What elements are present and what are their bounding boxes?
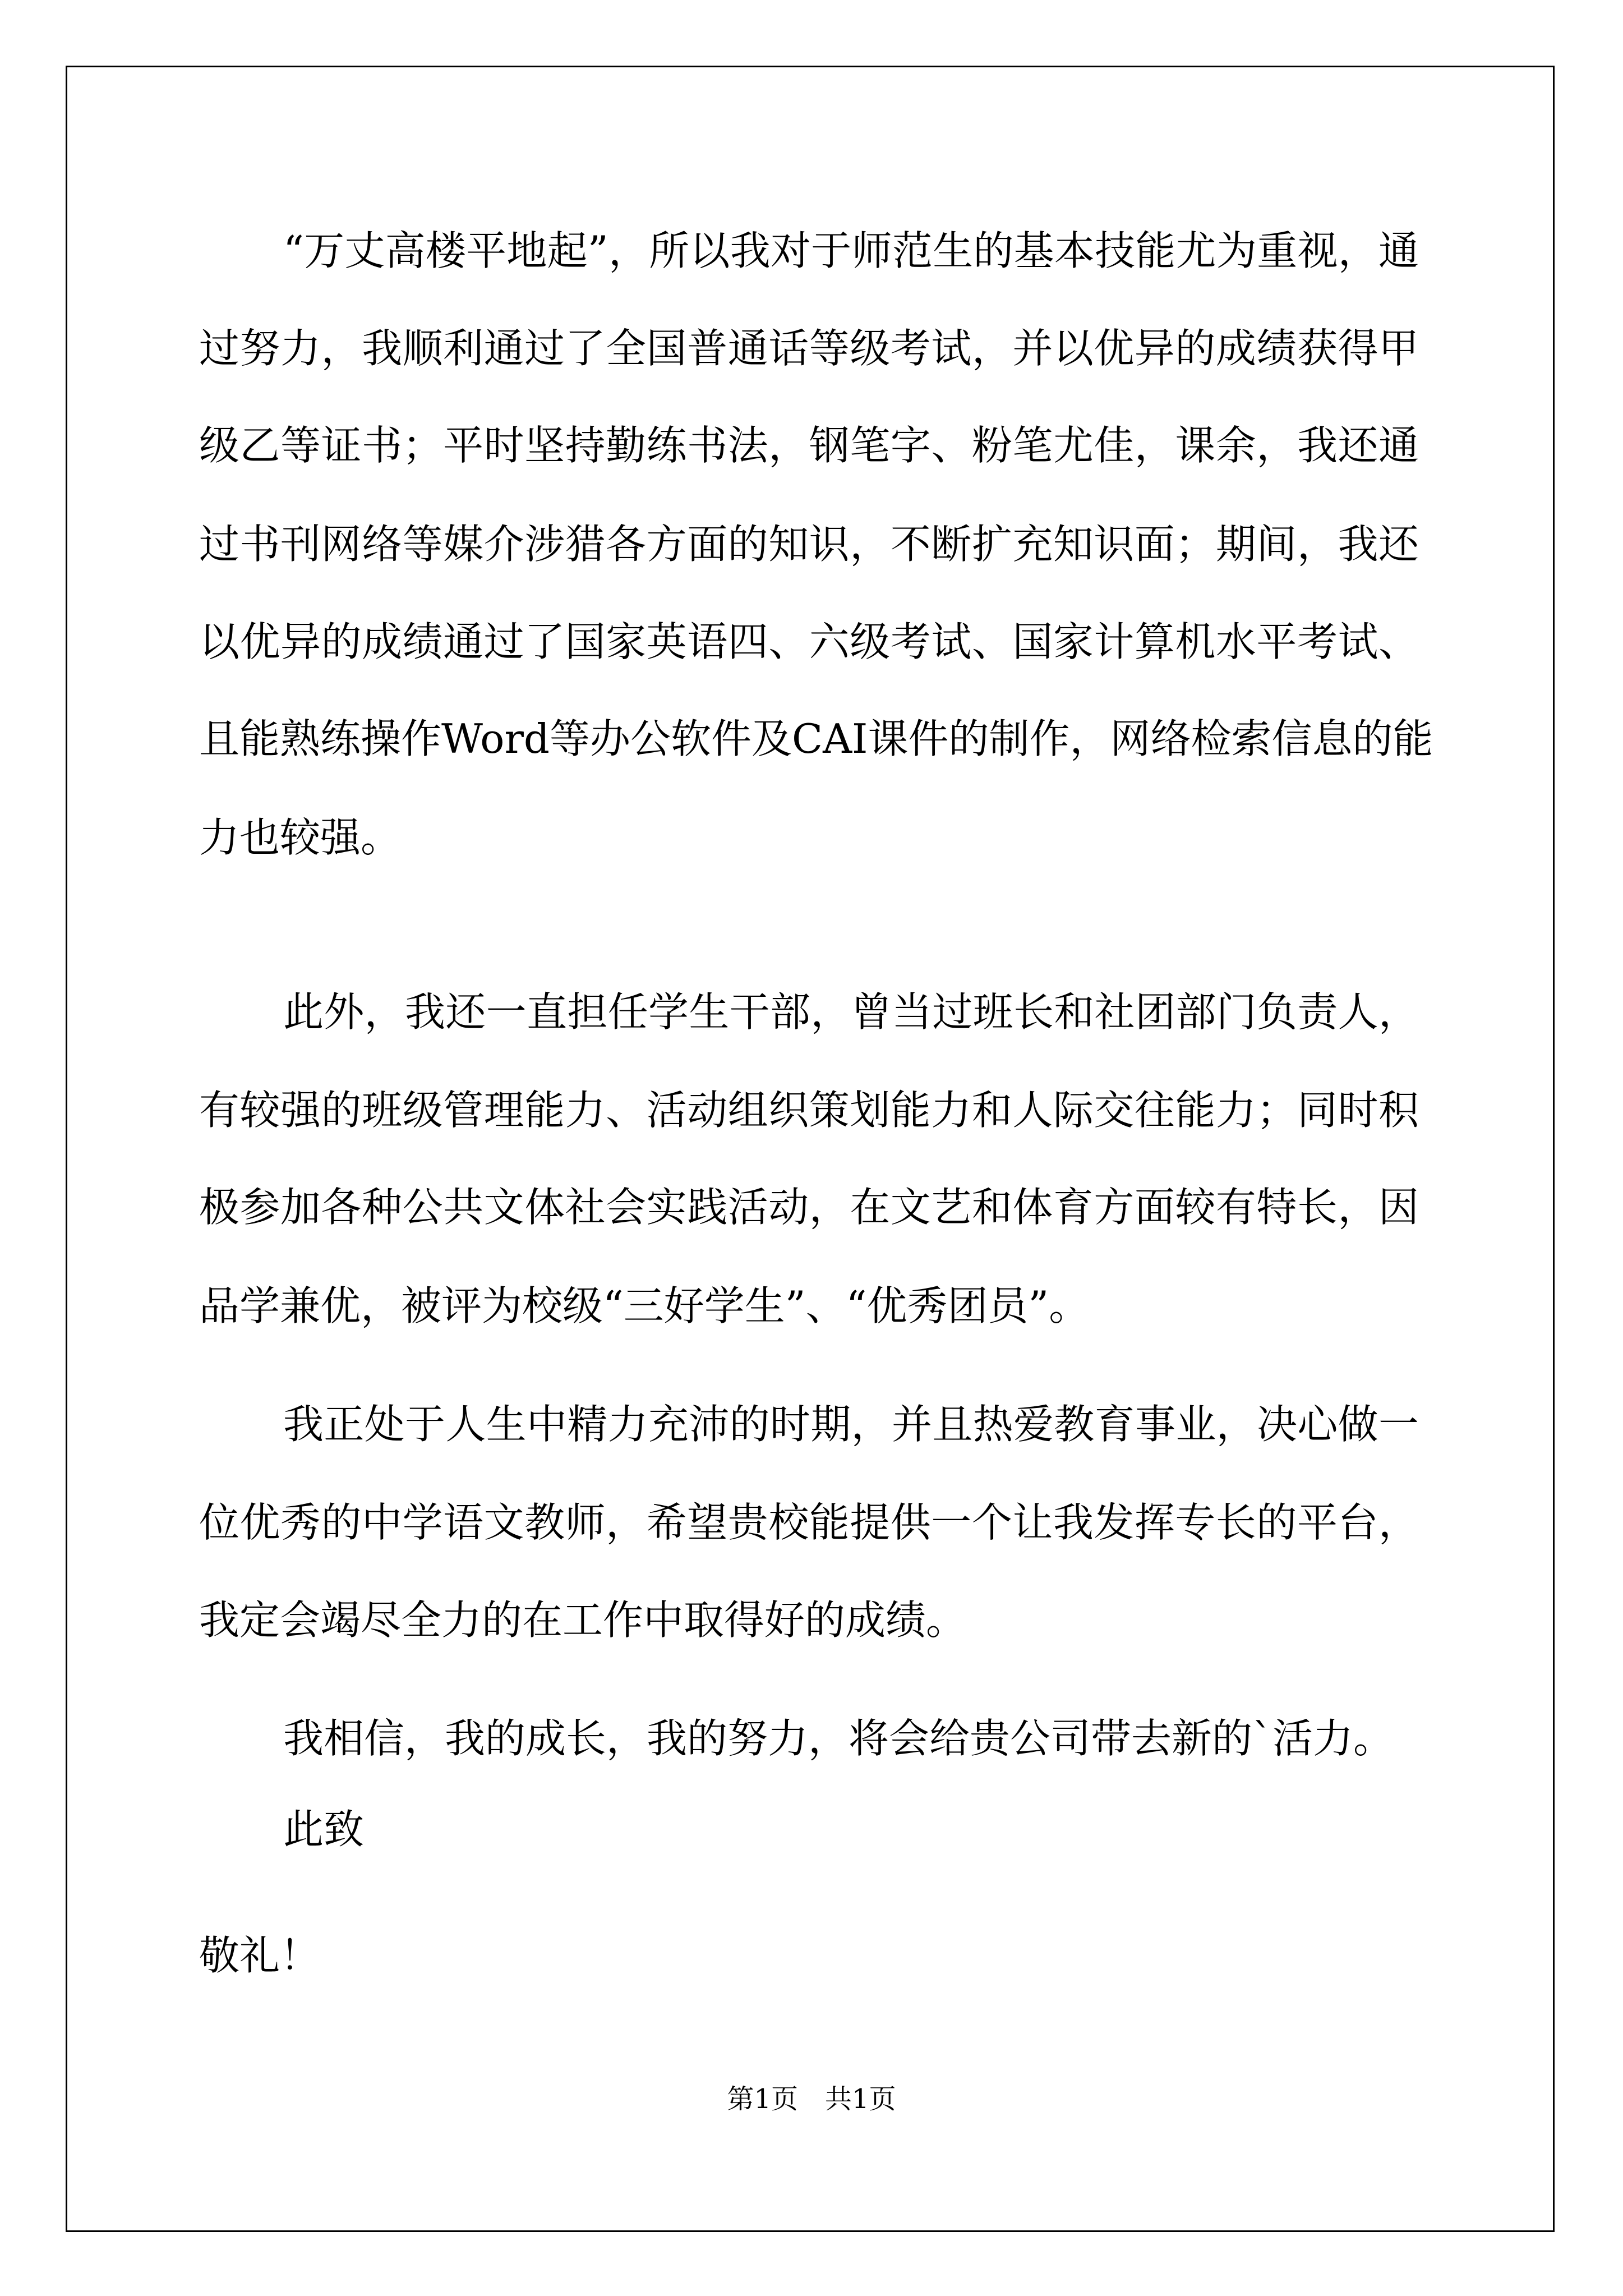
- paragraph-1-line-4: 过书刊网络等媒介涉猎各方面的知识，不断扩充知识面；期间，我还: [199, 521, 1419, 568]
- paragraph-2-line-3: 极参加各种公共文体社会实践活动，在文艺和体育方面较有特长，因: [199, 1184, 1419, 1231]
- paragraph-3-line-3: 我定会竭尽全力的在工作中取得好的成绩。: [199, 1596, 967, 1644]
- page-border: [66, 66, 1555, 2232]
- paragraph-1-line-7: 力也较强。: [199, 814, 402, 861]
- paragraph-2-line-2: 有较强的班级管理能力、活动组织策划能力和人际交往能力；同时积: [199, 1087, 1419, 1134]
- paragraph-1-line-1: “万丈高楼平地起”，所以我对于师范生的基本技能尤为重视，通: [283, 227, 1419, 274]
- paragraph-1-line-6: 且能熟练操作Word等办公软件及CAI课件的制作，网络检索信息的能: [199, 715, 1433, 762]
- closing-text: 此致: [283, 1806, 365, 1853]
- paragraph-3-line-1: 我正处于人生中精力充沛的时期，并且热爱教育事业，决心做一: [283, 1401, 1419, 1448]
- salutation-text: 敬礼！: [199, 1932, 321, 1979]
- paragraph-4-line-1: 我相信，我的成长，我的努力，将会给贵公司带去新的`活力。: [283, 1715, 1394, 1762]
- paragraph-2-line-4: 品学兼优，被评为校级“三好学生”、“优秀团员”。: [199, 1282, 1090, 1329]
- paragraph-3-line-2: 位优秀的中学语文教师，希望贵校能提供一个让我发挥专长的平台，: [199, 1499, 1419, 1546]
- paragraph-2-line-1: 此外，我还一直担任学生干部，曾当过班长和社团部门负责人，: [283, 988, 1419, 1036]
- page-number: 第1页 共1页: [727, 2083, 896, 2115]
- paragraph-1-line-2: 过努力，我顺利通过了全国普通话等级考试，并以优异的成绩获得甲: [199, 325, 1419, 372]
- paragraph-1-line-3: 级乙等证书；平时坚持勤练书法，钢笔字、粉笔尤佳，课余，我还通: [199, 422, 1419, 469]
- paragraph-1-line-5: 以优异的成绩通过了国家英语四、六级考试、国家计算机水平考试、: [199, 618, 1419, 665]
